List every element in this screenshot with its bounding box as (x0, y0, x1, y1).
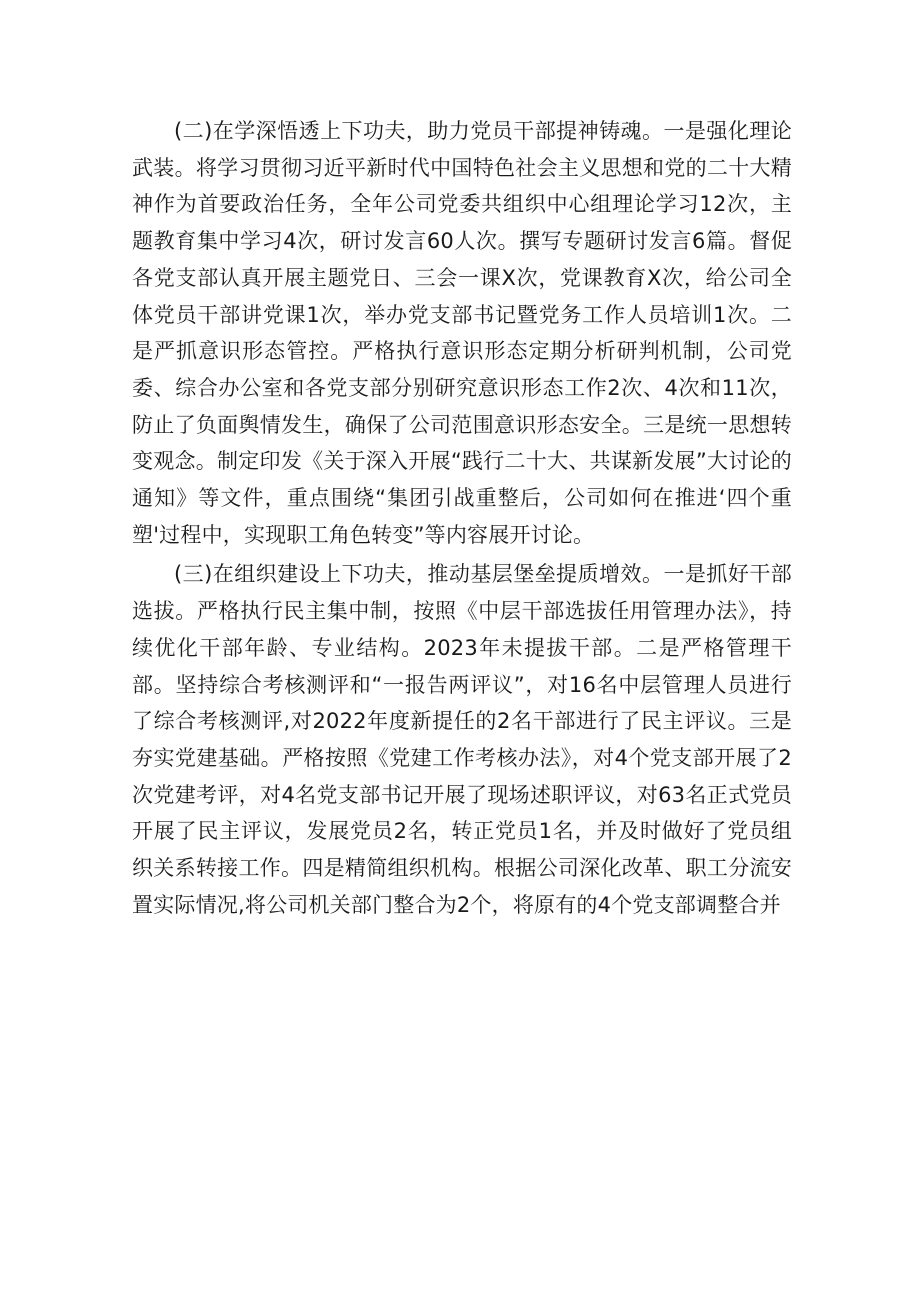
document-body (132, 113, 792, 925)
paragraph-section-three: (三)在组织建设上下功夫，推动基层堡垒提质增效。一是抓好干部选拔。严格执行民主集中制，按照《中层干部选拔任用管理办法》，持续优化干部年龄、专业结构。2023年未提拔干部。二是严格管理干部。坚持综合考核测评和“一报告两评议”，对16名中层管理人员进行了综合考核测评,对2022年度新提任的2名干部进行了民主评议。三是夯实党建基础。严格按照《党建工作考核办法》，对4个党支部开展了2次党建考评，对4名党支部书记开展了现场述职评议，对63名正式党员开展了民主评议，发展党员2名，转正党员1名，并及时做好了党员组织关系转接工作。四是精简组织机构。根据公司深化改革、职工分流安置实际情况,将公司机关部门整合为2个，将原有的4个党支部调整合并 (132, 562, 792, 917)
paragraph-section-two: (二)在学深悟透上下功夫，助力党员干部提神铸魂。一是强化理论武装。将学习贯彻习近平新时代中国特色社会主义思想和党的二十大精神作为首要政治任务，全年公司党委共组织中心组理论学习12次，主题教育集中学习4次，研讨发言60人次。撰写专题研讨发言6篇。督促各党支部认真开展主题党日、三会一课X次，党课教育X次，给公司全体党员干部讲党课1次，举办党支部书记暨党务工作人员培训1次。二是严抓意识形态管控。严格执行意识形态定期分析研判机制，公司党委、综合办公室和各党支部分别研究意识形态工作2次、4次和11次，防止了负面舆情发生，确保了公司范围意识形态安全。三是统一思想转变观念。制定印发《关于深入开展“践行二十大、共谋新发展”大讨论的通知》等文件，重点围绕“集团引战重整后，公司如何在推进‘四个重塑'过程中，实现职工角色转变”等内容展开讨论。 (132, 119, 792, 547)
